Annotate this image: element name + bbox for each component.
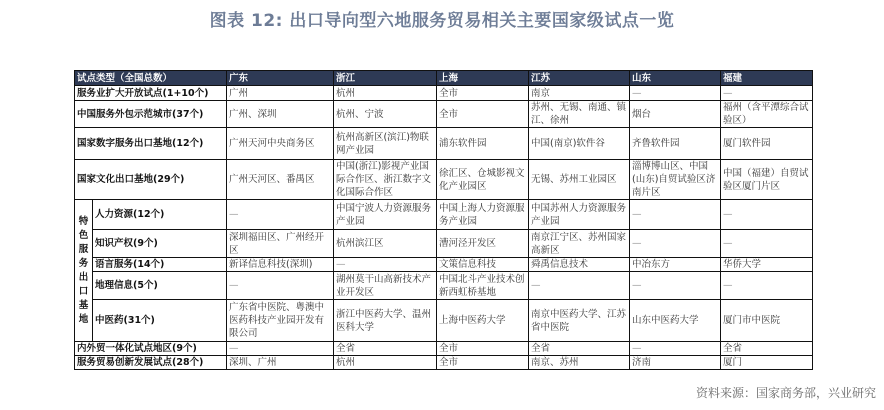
- table-cell: 深圳福田区、广州经开区: [227, 230, 334, 258]
- group-label: 特 色 服 务 出 口 基 地: [75, 200, 93, 342]
- row-label: 知识产权(9个): [93, 230, 227, 258]
- table-cell: 全市: [437, 356, 529, 370]
- table-cell: 杭州高新区(滨江)物联网产业园: [334, 128, 437, 160]
- table-row: [75, 200, 813, 230]
- source-note: 资料来源：国家商务部，兴业研究: [695, 386, 876, 400]
- table-cell: 全省: [334, 342, 437, 356]
- table-row: [75, 86, 813, 101]
- table-cell: 杭州滨江区: [334, 230, 437, 258]
- table-cell: 中国(南京)软件谷: [529, 128, 630, 160]
- table-cell: —: [721, 200, 813, 230]
- header-province: 江苏: [529, 71, 630, 86]
- table-cell: 齐鲁软件园: [630, 128, 721, 160]
- table-cell: 广州: [227, 86, 334, 101]
- table-row: [75, 230, 813, 258]
- row-label: 中国服务外包示范城市(37个): [75, 101, 227, 128]
- table-cell: —: [630, 86, 721, 101]
- table-cell: 广州天河中央商务区: [227, 128, 334, 160]
- table-cell: 厦门: [721, 356, 813, 370]
- table-cell: 杭州: [334, 86, 437, 101]
- table-cell: —: [529, 272, 630, 300]
- row-label: 国家数字服务出口基地(12个): [75, 128, 227, 160]
- table-cell: 中国（福建）自贸试验区厦门片区: [721, 160, 813, 200]
- table-cell: —: [227, 272, 334, 300]
- table-cell: —: [721, 272, 813, 300]
- table-cell: 中国北斗产业技术创新西虹桥基地: [437, 272, 529, 300]
- table-cell: 浙江中医药大学、温州医科大学: [334, 300, 437, 342]
- table-cell: —: [630, 200, 721, 230]
- table-cell: 华侨大学: [721, 258, 813, 272]
- table-row: [75, 300, 813, 342]
- table-cell: 中国苏州人力资源服务产业园: [529, 200, 630, 230]
- table-cell: —: [334, 258, 437, 272]
- row-label: 服务贸易创新发展试点(28个): [75, 356, 227, 370]
- table-row: [75, 356, 813, 370]
- table-cell: 全市: [437, 342, 529, 356]
- table-cell: 无锡、苏州工业园区: [529, 160, 630, 200]
- table-cell: —: [227, 342, 334, 356]
- table-cell: 南京: [529, 86, 630, 101]
- table-cell: —: [721, 230, 813, 258]
- table-row: [75, 101, 813, 128]
- row-label: 国家文化出口基地(29个): [75, 160, 227, 200]
- table-cell: 广州天河区、番禺区: [227, 160, 334, 200]
- table-cell: 厦门市中医院: [721, 300, 813, 342]
- table-cell: 上海中医药大学: [437, 300, 529, 342]
- table-cell: —: [630, 230, 721, 258]
- table-cell: 福州（含平潭综合试验区）: [721, 101, 813, 128]
- table-cell: —: [227, 200, 334, 230]
- table-cell: 济南: [630, 356, 721, 370]
- table-cell: 全市: [437, 86, 529, 101]
- row-label: 地理信息(5个): [93, 272, 227, 300]
- table-header-row: [75, 71, 813, 86]
- table-cell: 杭州: [334, 356, 437, 370]
- row-label: 内外贸一体化试点地区(9个): [75, 342, 227, 356]
- header-type: 试点类型（全国总数）: [75, 71, 227, 86]
- table-cell: 苏州、无锡、南通、镇江、徐州: [529, 101, 630, 128]
- table-row: [75, 272, 813, 300]
- table-cell: 中冶东方: [630, 258, 721, 272]
- table-cell: 南京、苏州: [529, 356, 630, 370]
- table-cell: 中国上海人力资源服务产业园: [437, 200, 529, 230]
- table-cell: 中国(浙江)影视产业国际合作区、浙江数字文化国际合作区: [334, 160, 437, 200]
- row-label: 语言服务(14个): [93, 258, 227, 272]
- table-cell: —: [630, 342, 721, 356]
- table-cell: 南京中医药大学、江苏省中医院: [529, 300, 630, 342]
- table-row: [75, 258, 813, 272]
- header-province: 浙江: [334, 71, 437, 86]
- table-cell: 深圳、广州: [227, 356, 334, 370]
- table-cell: 广东省中医院、粤澳中医药科技产业园开发有限公司: [227, 300, 334, 342]
- table-cell: 漕河泾开发区: [437, 230, 529, 258]
- header-province: 上海: [437, 71, 529, 86]
- table-cell: 湖州莫干山高新技术产业开发区: [334, 272, 437, 300]
- header-province: 山东: [630, 71, 721, 86]
- header-province: 福建: [721, 71, 813, 86]
- table-cell: 烟台: [630, 101, 721, 128]
- table-cell: 全市: [437, 101, 529, 128]
- table-cell: 广州、深圳: [227, 101, 334, 128]
- table-cell: 徐汇区、仓城影视文化产业园区: [437, 160, 529, 200]
- table-cell: 全省: [721, 342, 813, 356]
- table-cell: 中国宁波人力资源服务产业园: [334, 200, 437, 230]
- row-label: 人力资源(12个): [93, 200, 227, 230]
- table-row: [75, 128, 813, 160]
- table-cell: 山东中医药大学: [630, 300, 721, 342]
- table-cell: 南京江宁区、苏州国家高新区: [529, 230, 630, 258]
- row-label: 服务业扩大开放试点(1+10个): [75, 86, 227, 101]
- table-cell: 厦门软件园: [721, 128, 813, 160]
- table-row: [75, 342, 813, 356]
- table-cell: 文策信息科技: [437, 258, 529, 272]
- header-province: 广东: [227, 71, 334, 86]
- table-cell: 新译信息科技(深圳): [227, 258, 334, 272]
- row-label: 中医药(31个): [93, 300, 227, 342]
- table-cell: —: [721, 86, 813, 101]
- table-row: [75, 160, 813, 200]
- table-cell: 淄博博山区、中国(山东)自贸试验区济南片区: [630, 160, 721, 200]
- page-title: 图表 12: 出口导向型六地服务贸易相关主要国家级试点一览: [209, 11, 675, 31]
- pilot-table: [74, 70, 813, 370]
- table-cell: 杭州、宁波: [334, 101, 437, 128]
- table-cell: —: [630, 272, 721, 300]
- table-cell: 全省: [529, 342, 630, 356]
- table-cell: 浦东软件园: [437, 128, 529, 160]
- table-cell: 舜禹信息技术: [529, 258, 630, 272]
